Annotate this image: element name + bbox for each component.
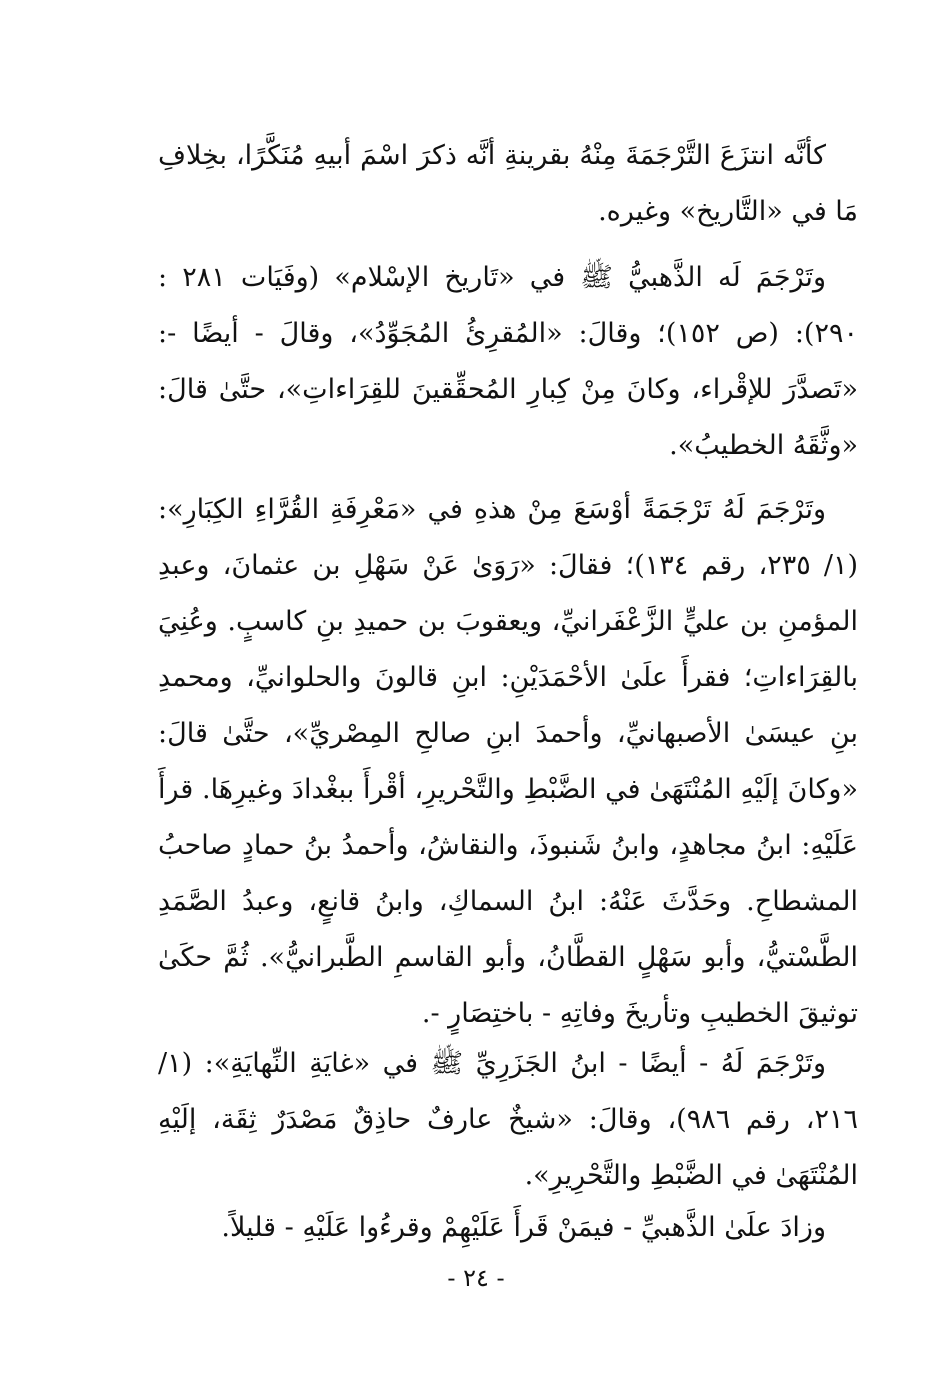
paragraph-1	[158, 128, 858, 240]
paragraph-2	[158, 250, 858, 474]
paragraph-text: وتَرْجَمَ لَهُ تَرْجَمَةً أوْسَعَ مِنْ هذهِ في «مَعْرِفَةِ القُرَّاءِ الكِبَارِ»: (١/ ٢٣٥، رقم ١٣٤)؛ فقالَ: «رَوَىٰ عَنْ سَهْلِ بن عثمانَ، وعبدِ المؤمنِ بن عليٍّ الزَّعْفَرانيِّ، ويعقوبَ بن حميدِ بنِ كاسبٍ. وعُنِيَ بالقِرَاءاتِ؛ فقرأَ علَىٰ الأحْمَدَيْنِ: ابنِ قالونَ والحلوانيِّ، ومحمدِ بنِ عيسَىٰ الأصبهانيِّ، وأحمدَ ابنِ صالحِ المِصْريِّ»، حتَّىٰ قالَ: «وكانَ إلَيْهِ المُنْتَهَىٰ في الضَّبْطِ والتَّحْريرِ، أقْرأَ ببغْدادَ وغيرِهَا. قرأَ عَلَيْهِ: ابنُ مجاهدٍ، وابنُ شَنبوذَ، والنقاشُ، وأحمدُ بنُ حمادٍ صاحبُ المشطاحِ. وحَدَّثَ عَنْهُ: ابنُ السماكِ، وابنُ قانعٍ، وعبدُ الصَّمَدِ الطَّسْتيُّ، وأبو سَهْلٍ القطَّانُ، وأبو القاسمِ الطَّبرانيُّ». ثُمَّ حكَىٰ توثيقَ الخطيبِ وتأريخَ وفاتِهِ - باختِصَارٍ -.	[158, 494, 859, 1029]
paragraph-text: كأنَّه انتزَعَ التَّرْجَمَةَ مِنْهُ بقرينةِ أنَّه ذكرَ اسْمَ أبيهِ مُنَكَّرًا، بخِلافِ مَا في «التَّاريخ» وغيره.	[158, 140, 858, 227]
paragraph-3	[158, 482, 858, 1042]
paragraph-5	[158, 1200, 858, 1256]
paragraph-text: وتَرْجَمَ لَهُ - أيضًا - ابنُ الجَزَرِيِّ ﷺ في «غايَةِ النِّهايَةِ»: (١/ ٢١٦، رقم ٩٨٦)، وقالَ: «شيخٌ عارفٌ حاذِقٌ مَصْدَرٌ ثِقَة، إلَيْهِ المُنْتَهَىٰ في الضَّبْطِ والتَّحْرِيرِ».	[158, 1048, 858, 1191]
paragraph-text: وتَرْجَمَ لَه الذَّهبيُّ ﷺ في «تَاريخ الإسْلام» (وفَيَات ٢٨١ : ٢٩٠): (ص ١٥٢)؛ وقالَ: «المُقرِئُ المُجَوِّدُ»، وقالَ - أيضًا -: «تَصدَّرَ للإقْراء، وكانَ مِنْ كِبارِ المُحقِّقينَ للقِرَاءاتِ»، حتَّىٰ قالَ: «وثَّقَهُ الخطيبُ».	[158, 262, 858, 461]
page-number: - ٢٤ -	[447, 1264, 505, 1292]
paragraph-text: وزادَ علَىٰ الذَّهبيِّ - فيمَنْ قَرأَ عَلَيْهِمْ وقرءُوا عَلَيْهِ - قليلاً.	[221, 1212, 826, 1243]
paragraph-4	[158, 1036, 858, 1204]
